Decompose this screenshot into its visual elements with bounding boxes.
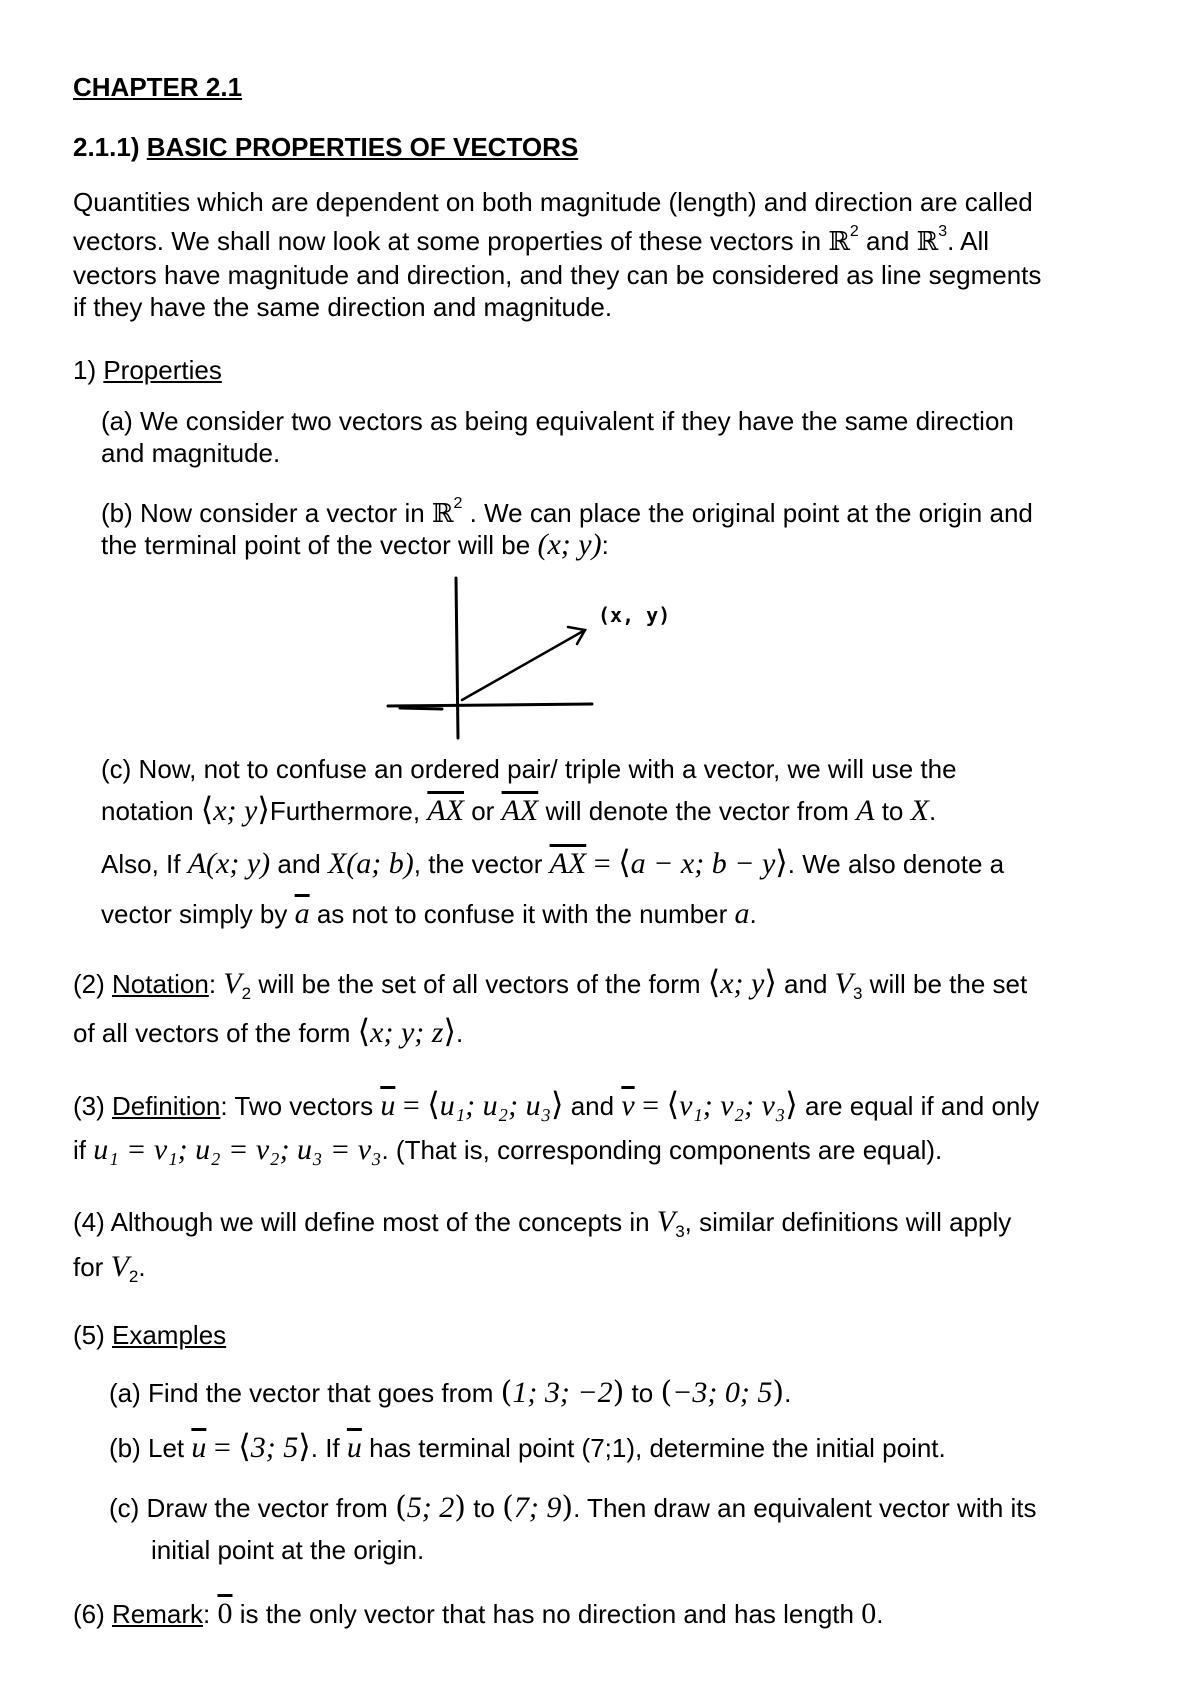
item-number: (6)	[73, 1599, 112, 1629]
text: to	[624, 1378, 661, 1408]
equals-sign: =	[634, 1089, 667, 1122]
math-point: (x; y)	[537, 528, 602, 561]
paren-right: )	[772, 1375, 785, 1410]
y-axis	[456, 578, 458, 738]
text: . We can place the original point at the origin and	[462, 498, 1033, 528]
text: Furthermore,	[269, 796, 428, 826]
text: , similar definitions will apply	[684, 1207, 1012, 1237]
definition-label: Definition	[112, 1091, 221, 1121]
text: and	[270, 849, 328, 879]
paren-right: )	[612, 1375, 625, 1410]
notation-line-2	[73, 1012, 463, 1050]
text: (c) Draw the vector from	[109, 1493, 396, 1523]
math-difference: a − x; b − y	[630, 847, 776, 880]
paren-left: (	[502, 1490, 514, 1525]
angle-bracket-left: ⟨	[618, 843, 631, 881]
property-b-line-2	[101, 528, 609, 562]
notation-line-1	[73, 963, 1027, 1004]
remark-line	[73, 1597, 883, 1631]
text: will be the set of all vectors of the form	[251, 969, 708, 999]
text: of all vectors of the form	[73, 1018, 358, 1048]
properties-label: Properties	[103, 355, 222, 385]
item-number: 1)	[73, 355, 104, 385]
example-a	[109, 1375, 791, 1410]
intro-line-4: if they have the same direction and magnitude.	[73, 292, 613, 322]
examples-label: Examples	[112, 1320, 227, 1350]
text: , the vector	[413, 849, 550, 879]
property-a-line-1: (a) We consider two vectors as being equivalent if they have the same direction	[101, 406, 1014, 436]
equals-sign: =	[586, 847, 619, 880]
angle-bracket-left: ⟨	[238, 1427, 251, 1465]
examples-heading	[73, 1320, 226, 1351]
vector-v: $\overline{v}$	[621, 1089, 635, 1122]
example-b	[109, 1427, 946, 1465]
point-label: (x, y)	[598, 603, 671, 627]
chapter-heading: CHAPTER 2.1	[73, 72, 243, 102]
item4-line-2	[73, 1250, 146, 1287]
intro-text: and	[858, 226, 917, 256]
text: as not to confuse it with the number	[309, 899, 735, 929]
angle-bracket-right: ⟩	[775, 843, 788, 881]
math-A: A	[856, 794, 875, 827]
vector-u: $\overline{u}$	[380, 1089, 396, 1122]
text: will denote the vector from	[538, 796, 857, 826]
subscript: 3	[675, 1222, 685, 1241]
remark-label: Remark	[112, 1599, 204, 1629]
vector-u: $\overline{u}$	[191, 1431, 207, 1464]
property-b-line-1	[101, 495, 1033, 529]
angle-bracket-right: ⟩	[764, 963, 777, 1001]
text: has terminal point (7;1), determine the initial point.	[361, 1433, 946, 1463]
superscript: 2	[453, 495, 463, 512]
text: .	[784, 1378, 792, 1408]
notation-label: Notation	[112, 969, 209, 999]
vector-AX-arrow: $\overline{AX}$	[427, 794, 464, 827]
math-start-point: 5; 2	[406, 1491, 455, 1524]
text: to	[466, 1493, 503, 1523]
math-zero: 0	[861, 1597, 877, 1630]
math-V: V	[110, 1250, 129, 1283]
equals-sign: =	[206, 1431, 239, 1464]
paren-left: (	[660, 1375, 673, 1410]
vector-AX: $\overline{AX}$	[549, 847, 587, 880]
subscript: 2	[241, 984, 252, 1003]
math-a: a	[734, 897, 750, 930]
intro-line-1: Quantities which are dependent on both magnitude (length) and direction are called	[73, 187, 1033, 217]
text: to	[874, 796, 911, 826]
angle-bracket-right: ⟩	[785, 1085, 798, 1123]
text: : Two vectors	[220, 1091, 381, 1121]
text: :	[601, 530, 609, 560]
text: :	[203, 1599, 218, 1629]
intro-text: . All	[947, 226, 990, 256]
text: is the only vector that has no direction and has length	[232, 1599, 862, 1629]
math-u-components: u₁; u₂; u₃	[439, 1089, 552, 1122]
math-A-point: A(x; y)	[187, 847, 271, 880]
text: the terminal point of the vector will be	[101, 530, 538, 560]
x-axis	[388, 704, 592, 706]
math-equalities: u₁ = v₁; u₂ = v₂; u₃ = v₃	[93, 1133, 382, 1166]
property-c-line-4	[101, 897, 757, 931]
paren-right: )	[561, 1490, 574, 1525]
real-set-symbol: ℝ	[916, 227, 939, 257]
text: for	[73, 1252, 111, 1282]
math-pair: x; y	[720, 967, 765, 1000]
item-number: (5)	[73, 1320, 112, 1350]
text: . (That is, corresponding components are equal).	[381, 1135, 943, 1165]
text: if	[73, 1135, 94, 1165]
math-X: X	[910, 794, 929, 827]
vector-figure	[380, 570, 680, 740]
math-V: V	[223, 967, 242, 1000]
text: will be the set	[862, 969, 1028, 999]
text: (b) Now consider a vector in	[101, 498, 432, 528]
item-number: (2)	[73, 969, 112, 999]
subscript: 3	[852, 984, 863, 1003]
intro-text: vectors. We shall now look at some properties of these vectors in	[73, 226, 829, 256]
example-c-line-1	[109, 1490, 1037, 1525]
math-V: V	[834, 967, 853, 1000]
text: vector simply by	[101, 899, 295, 929]
superscript: 2	[849, 223, 859, 240]
real-set-symbol: ℝ	[828, 227, 850, 257]
math-start-point: 1; 3; −2	[512, 1376, 613, 1409]
zero-vector: 0	[217, 1597, 233, 1630]
text: .	[455, 1018, 464, 1048]
angle-bracket-right: ⟩	[298, 1427, 311, 1465]
text: . Then draw an equivalent vector with its	[573, 1493, 1037, 1523]
text: (a) Find the vector that goes from	[109, 1378, 501, 1408]
angle-bracket-left: ⟨	[200, 790, 214, 828]
paren-left: (	[395, 1490, 407, 1525]
equals-sign: =	[395, 1089, 428, 1122]
math-X-point: X(a; b)	[327, 847, 414, 880]
text: .	[928, 796, 937, 826]
text: .	[876, 1599, 884, 1629]
real-set-symbol: ℝ	[431, 499, 454, 529]
subscript: 2	[128, 1267, 139, 1286]
angle-bracket-left: ⟨	[427, 1085, 440, 1123]
angle-bracket-right: ⟩	[443, 1012, 456, 1050]
vector-AX-bar: $\overline{AX}$	[501, 794, 539, 827]
section-number: 2.1.1)	[73, 132, 147, 162]
example-c-line-2: initial point at the origin.	[151, 1535, 425, 1565]
definition-line-1	[73, 1085, 1039, 1123]
text: .	[749, 899, 757, 929]
property-a-line-2: and magnitude.	[101, 438, 281, 468]
text: Also, If	[101, 849, 188, 879]
math-V: V	[656, 1205, 676, 1238]
text: or	[464, 796, 502, 826]
item-number: (3)	[73, 1091, 112, 1121]
angle-bracket-left: ⟨	[666, 1085, 680, 1123]
math-vector-value: 3; 5	[250, 1431, 299, 1464]
vector-a-bar: $\overline{a}$	[294, 897, 310, 930]
paren-right: )	[454, 1490, 466, 1525]
item4-line-1	[73, 1205, 1011, 1242]
properties-heading	[73, 355, 222, 386]
text: . We also denote a	[787, 849, 1005, 879]
text: . If	[310, 1433, 347, 1463]
text: notation	[101, 796, 201, 826]
math-triple: x; y; z	[370, 1016, 444, 1049]
text: and	[776, 969, 835, 999]
math-pair: x; y	[213, 794, 258, 827]
section-title: BASIC PROPERTIES OF VECTORS	[146, 132, 579, 162]
math-end-point: 7; 9	[513, 1491, 562, 1524]
math-end-point: −3; 0; 5	[672, 1376, 773, 1409]
vector-arrow	[462, 630, 585, 700]
text: .	[138, 1252, 146, 1282]
text: (b) Let	[109, 1433, 192, 1463]
property-c-line-1: (c) Now, not to confuse an ordered pair/ triple with a vector, we will use the	[101, 754, 957, 784]
paren-left: (	[500, 1375, 513, 1410]
superscript: 3	[938, 223, 948, 240]
property-c-line-3	[101, 843, 1004, 881]
vector-u: $\overline{u}$	[346, 1431, 362, 1464]
definition-line-2	[73, 1133, 942, 1167]
angle-bracket-left: ⟨	[357, 1012, 371, 1050]
intro-line-2	[73, 223, 989, 257]
math-v-components: v₁; v₂; v₃	[679, 1089, 786, 1122]
angle-bracket-left: ⟨	[707, 963, 721, 1001]
intro-line-3: vectors have magnitude and direction, and they can be considered as line segments	[73, 260, 1042, 290]
text: and	[563, 1091, 622, 1121]
text: (4) Although we will define most of the concepts in	[73, 1207, 657, 1237]
angle-bracket-right: ⟩	[551, 1085, 564, 1123]
property-c-line-2	[101, 790, 936, 828]
section-heading	[73, 132, 578, 163]
axis-stroke	[400, 708, 442, 709]
text: :	[208, 969, 224, 999]
angle-bracket-right: ⟩	[257, 790, 270, 828]
text: are equal if and only	[797, 1091, 1040, 1121]
